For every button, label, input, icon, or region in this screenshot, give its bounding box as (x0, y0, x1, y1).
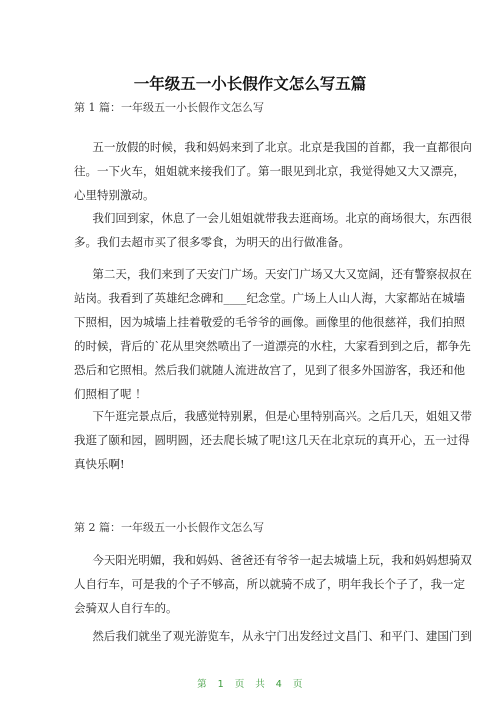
paragraph-line: 五一放假的时候，我和妈妈来到了北京。北京是我国的首都，我一直都很向 (92, 140, 472, 154)
section-2-heading: 第 2 篇：一年级五一小长假作文怎么写 (74, 521, 264, 534)
paragraph-line: 的时候，背后的`花从里突然喷出了一道漂亮的水柱，大家看到到之后，都争先 (74, 339, 471, 353)
paragraph-line: 人自行车，可是我的个子不够高，所以就骑不成了，明年我长个子了，我一定 (74, 577, 465, 591)
paragraph-line: 会骑双人自行车的。 (74, 601, 178, 615)
paragraph-line: 们照相了呢 ！ (74, 387, 147, 401)
paragraph-line: 我逛了颐和园，圆明圆，还去爬长城了呢!这几天在北京玩的真开心，五一过得 (74, 433, 470, 447)
paragraph-line: 站岗。我看到了英雄纪念碑和____纪念堂。广场上人山人海，大家都站在城墙 (74, 291, 465, 305)
page-footer: 第 1 页 共 4 页 (197, 679, 303, 690)
paragraph-line: 真快乐啊! (74, 457, 125, 471)
document-title: 一年级五一小长假作文怎么写五篇 (133, 75, 367, 93)
section-2-paragraph-1 (74, 548, 472, 620)
paragraph-line: 我们回到家，休息了一会儿姐姐就带我去逛商场。北京的商场很大，东西很 (92, 211, 472, 225)
paragraph-line: 心里特别激动。 (74, 188, 155, 202)
paragraph-line: 然后我们就坐了观光游览车，从永宁门出发经过文昌门、和平门、建国门到 (92, 629, 472, 643)
section-1-heading: 第 1 篇：一年级五一小长假作文怎么写 (74, 101, 264, 114)
section-1-paragraph-4 (74, 404, 472, 476)
paragraph-line: 下照相，因为城墙上挂着敬爱的毛爷爷的画像。画像里的他很慈祥，我们拍照 (74, 315, 465, 329)
paragraph-line: 今天阳光明媚，我和妈妈、爸爸还有爷爷一起去城墙上玩，我和妈妈想骑双 (92, 553, 472, 567)
paragraph-line: 恐后和它照相。然后我们就随人流进故宫了，见到了很多外国游客，我还和他 (74, 363, 465, 377)
section-1-paragraph-3 (74, 262, 472, 406)
section-2-paragraph-2 (74, 624, 472, 648)
section-1-paragraph-2 (74, 206, 472, 254)
paragraph-line: 下午逛完景点后，我感觉特别累，但是心里特别高兴。之后几天，姐姐又带 (92, 409, 472, 423)
paragraph-line: 多。我们去超市买了很多零食，为明天的出行做准备。 (74, 235, 350, 249)
paragraph-line: 第二天，我们来到了天安门广场。天安门广场又大又宽阔，还有警察叔叔在 (92, 267, 472, 281)
paragraph-line: 往。一下火车，姐姐就来接我们了。第一眼见到北京，我觉得她又大又漂亮， (74, 164, 465, 178)
section-1-paragraph-1 (74, 135, 472, 207)
